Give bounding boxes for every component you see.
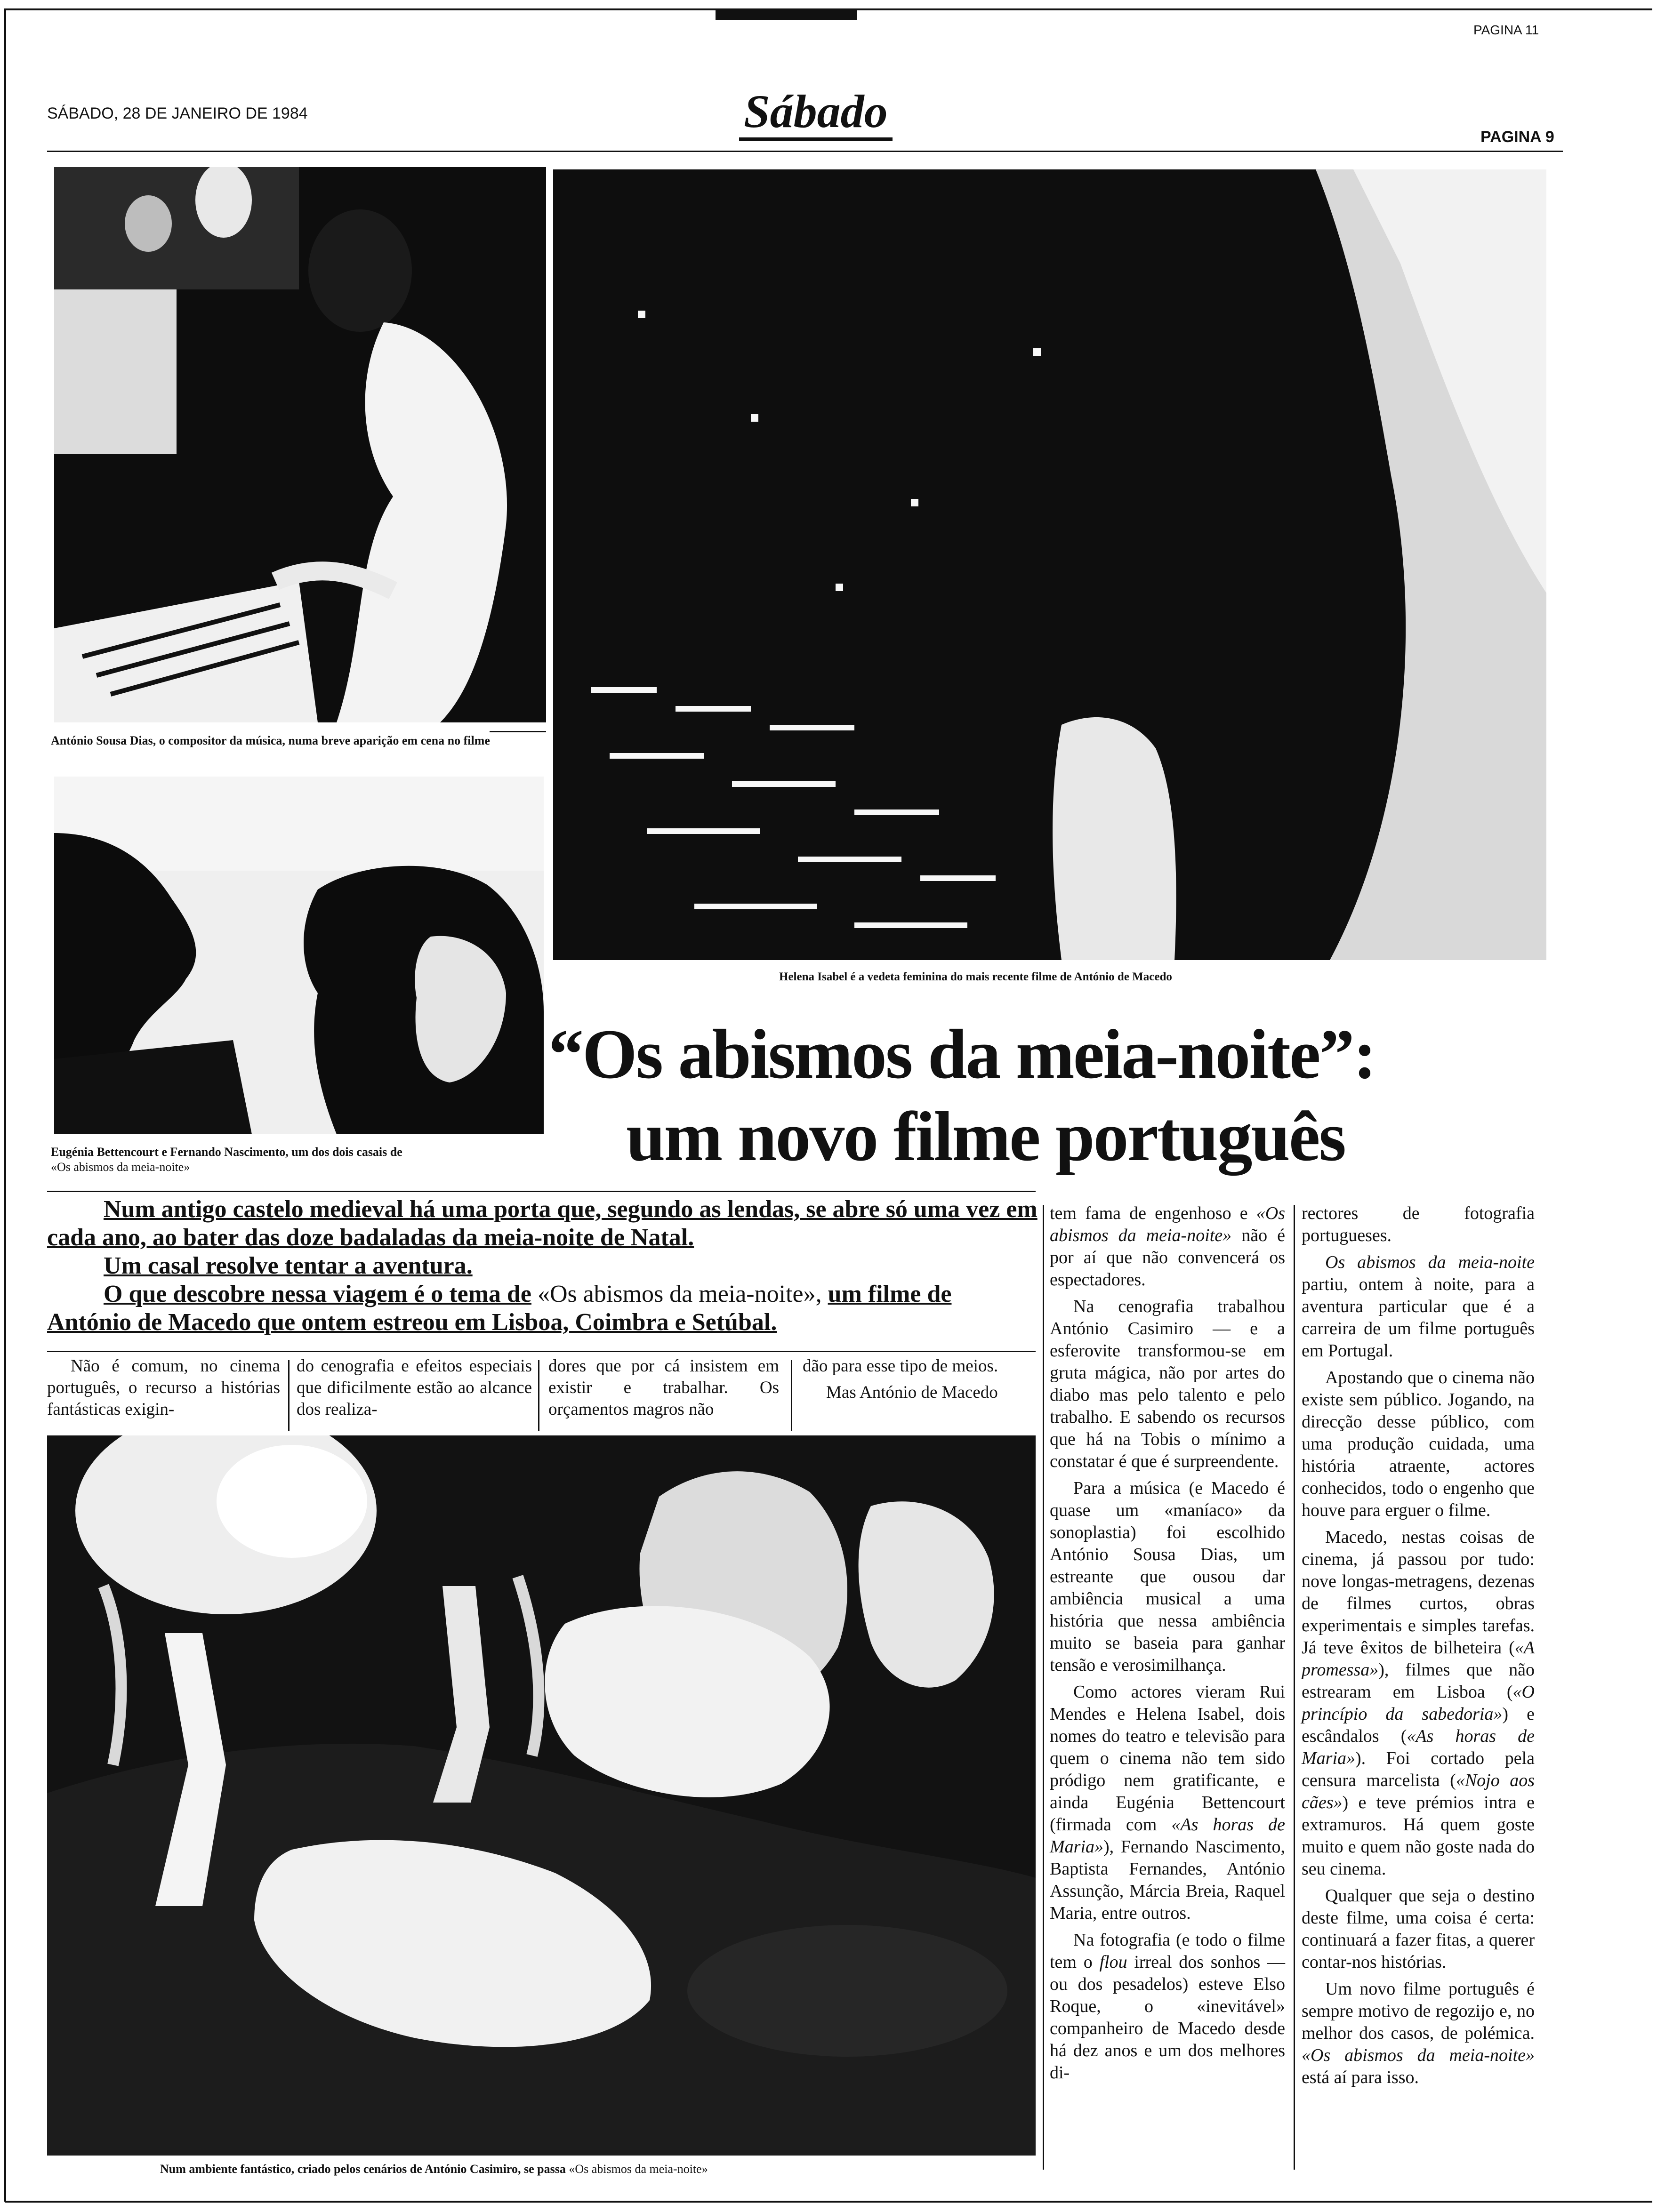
col5-p4a: Como actores vieram Rui Mendes e Helena Isabel, dois nomes do teatro e televisão para quem o cinema não tem sido pródigo nem gratificante, e ainda Eugénia Bettencourt (firmada com [1050, 1682, 1285, 1835]
column-divider-5 [1294, 1205, 1295, 2170]
col5-p5c: irreal dos sonhos — ou dos pesadelos) esteve Elso Roque, o «inevitável» companheiro de Macedo desde há dez anos e um dos melhores di- [1050, 1952, 1286, 2083]
col6-p4f: «As horas de Maria» [1302, 1726, 1535, 1768]
previous-page-number: PAGINA 11 [1473, 23, 1539, 37]
col6-p4a: Macedo, nestas coisas de cinema, já passou por tudo: nove longas-metragens, dezenas de filmes curtos, obras experimentais e simples tarefas. Já teve êxitos de bilheteira ( [1302, 1527, 1535, 1658]
headline-line1: “Os abismos da meia-noite”: [548, 1015, 1375, 1093]
col5-p5a: Na fotografia (e todo o filme tem o [1050, 1930, 1285, 1972]
col6-p4h: «Nojo aos cães» [1302, 1771, 1535, 1812]
lead-paragraph-2 [47, 1252, 1040, 1280]
col6-paragraph-2 [1302, 1251, 1535, 1362]
photo-scene-caption-line2: «Os abismos da meia-noite» [569, 2162, 708, 2176]
col5-paragraph-1 [1050, 1202, 1285, 1291]
header-rule [47, 151, 1563, 152]
col5-p5b: flou [1099, 1952, 1127, 1972]
col6-paragraph-1: rectores de fotografia portugueses. [1302, 1203, 1535, 1245]
left-border-line [4, 8, 6, 2202]
col6-p6a: Um novo filme português é sempre motivo de regozijo e, no melhor dos casos, de polémica. [1302, 1979, 1535, 2043]
col6-p2b: partiu, ontem à noite, para a aventura particular que é a carreira de um filme português em Portugal. [1302, 1274, 1535, 1361]
lead-p3b: «Os abismos da meia-noite», [537, 1281, 822, 1307]
lead-p1: Num antigo castelo medieval há uma porta que, segundo as lendas, se abre só uma vez em cada ano, ao bater das doze badaladas da meia-noite de Natal. [47, 1196, 1038, 1251]
col5-paragraph-5 [1050, 1929, 1285, 2084]
body-column-4-text-a: dão para esse tipo de meios. [803, 1356, 998, 1376]
photo-couple-caption-line2: «Os abismos da meia-noite» [51, 1160, 190, 1174]
col6-paragraph-4 [1302, 1526, 1535, 1880]
photo-couple-caption-line1: Eugénia Bettencourt e Fernando Nascimento, um dos dois casais de [51, 1145, 402, 1159]
lead-text [47, 1195, 1040, 1337]
body-column-2 [297, 1355, 532, 1425]
col6-paragraph-5: Qualquer que seja o destino deste filme, uma coisa é certa: continuará a fazer fitas, a querer contar-nos histórias. [1302, 1886, 1535, 1972]
header-page-number: PAGINA 9 [1480, 128, 1554, 146]
photo-scene-caption-line1: Num ambiente fantástico, criado pelos cenários de António Casimiro, se passa [160, 2162, 566, 2176]
col5-paragraph-2: Na cenografia trabalhou António Casimiro — e a esferovite transformou-se em gruta mágica, não por artes do diabo mas pelo talento e pelo trabalho. E sabendo os recursos que há na Tobis o mínimo a constatar é que é surpreendente. [1050, 1297, 1285, 1471]
lead-p3c: um filme de António de Macedo que ontem estreou em Lisboa, Coimbra e Setúbal. [47, 1281, 952, 1336]
photo-pianist-caption: António Sousa Dias, o compositor da música, numa breve aparição em cena no filme [51, 734, 490, 747]
col5-p1c: não é por aí que não convencerá os espectadores. [1050, 1226, 1285, 1290]
photo-scene-caption [160, 2162, 708, 2177]
column-divider-3 [791, 1360, 792, 1431]
col6-paragraph-6 [1302, 1978, 1535, 2089]
photo-pianist [54, 167, 546, 722]
headline-line2: um novo filme português [626, 1098, 1345, 1176]
photo-couple-caption [51, 1145, 550, 1175]
col5-p1b: «Os abismos da meia-noite» [1050, 1203, 1286, 1245]
col6-p4e: ) e escândalos ( [1302, 1704, 1535, 1746]
col5-paragraph-4 [1050, 1681, 1285, 1924]
col6-p4d: «O princípio da sabedoria» [1302, 1682, 1535, 1724]
col6-p2a: Os abismos da meia-noite [1325, 1252, 1535, 1272]
body-column-4 [803, 1355, 1036, 1408]
column-divider-2 [538, 1360, 539, 1431]
photo-fantastic-scene [47, 1435, 1036, 2156]
body-column-3-text: dores que por cá insistem em existir e trabalhar. Os orçamentos magros não [548, 1356, 779, 1419]
lead-bottom-rule [47, 1351, 1036, 1352]
body-column-2-text: do cenografia e efeitos especiais que dificilmente estão ao alcance dos realiza- [297, 1356, 532, 1419]
col6-p6c: está aí para isso. [1302, 2068, 1419, 2087]
col6-paragraph-3: Apostando que o cinema não existe sem público. Jogando, na direcção desse público, com uma produção cuidada, uma história atraente, actores conhecidos, todo o engenho que houve para erguer o filme. [1302, 1368, 1535, 1520]
col6-p4b: «A promessa» [1302, 1638, 1535, 1680]
pianist-caption-rule [490, 731, 546, 732]
body-column-1 [47, 1355, 280, 1425]
col6-p4i: ) e teve prémios intra e extramuros. Há quem goste muito e quem não goste nada do seu cinema. [1302, 1793, 1535, 1879]
col6-p6b: «Os abismos da meia-noite» [1302, 2045, 1535, 2065]
body-column-5 [1050, 1202, 1285, 2089]
col6-p4c: ), filmes que não estrearam em Lisboa ( [1302, 1660, 1535, 1702]
masthead-fragment [716, 10, 857, 20]
col5-p1a: tem fama de engenhoso e [1050, 1203, 1248, 1223]
bottom-border-line [5, 2201, 1652, 2203]
col5-paragraph-3: Para a música (e Macedo é quase um «maníaco» da sonoplastia) foi escolhido António Sousa Dias, um estreante que ousou dar ambiência musical a uma história que nessa ambiência muito se baseia para ganhar tensão e verosimilhança. [1050, 1478, 1285, 1675]
lead-top-rule [47, 1191, 1036, 1192]
lead-paragraph-1 [47, 1195, 1040, 1252]
col5-p4c: ), Fernando Nascimento, Baptista Fernandes, António Assunção, Márcia Breia, Raquel Maria, entre outros. [1050, 1837, 1285, 1923]
column-divider-4 [1043, 1205, 1044, 2170]
body-column-6 [1302, 1202, 1535, 2093]
body-column-3 [548, 1355, 779, 1425]
col5-p4b: «As horas de Maria» [1050, 1815, 1285, 1857]
lead-p2: Um casal resolve tentar a aventura. [104, 1252, 473, 1279]
body-column-4-text-b: Mas António de Macedo [826, 1383, 998, 1402]
col6-p4g: ). Foi cortado pela censura marcelista ( [1302, 1748, 1535, 1790]
body-column-1-text: Não é comum, no cinema português, o recurso a histórias fantásticas exigin- [47, 1356, 280, 1419]
photo-helena-caption: Helena Isabel é a vedeta feminina do mais recente filme de António de Macedo [779, 970, 1172, 983]
photo-helena-isabel [553, 169, 1546, 960]
column-divider-1 [288, 1360, 290, 1431]
sabado-logo: Sábado [739, 86, 893, 141]
lead-p3a: O que descobre nessa viagem é o tema de [104, 1281, 531, 1307]
photo-couple [54, 777, 544, 1134]
lead-paragraph-3 [47, 1280, 1040, 1337]
header-date: SÁBADO, 28 DE JANEIRO DE 1984 [47, 104, 308, 122]
